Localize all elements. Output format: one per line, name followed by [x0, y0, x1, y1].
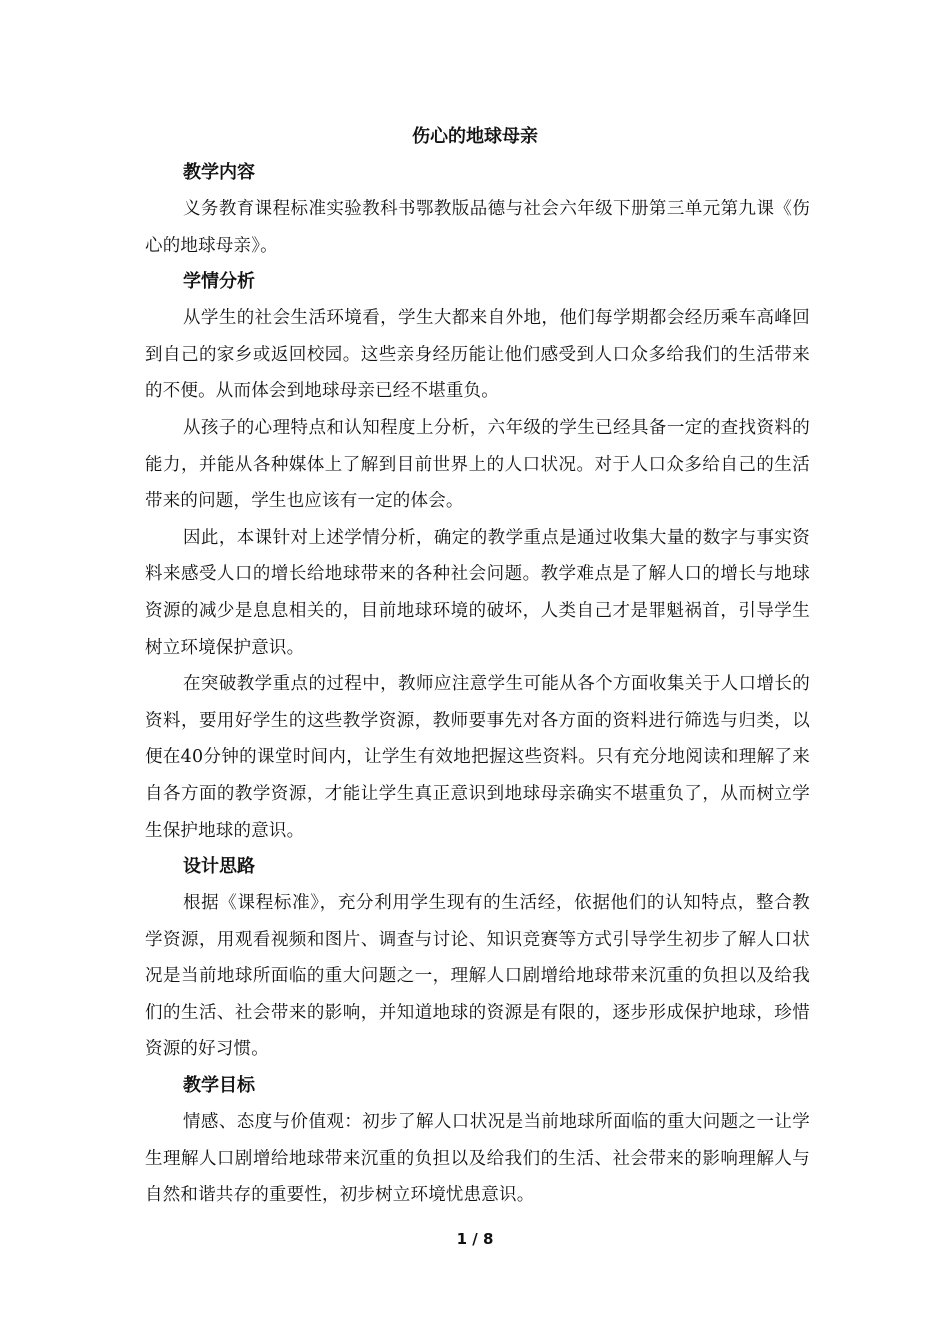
paragraph: 从孩子的心理特点和认知程度上分析，六年级的学生已经具备一定的查找资料的能力，并能从各种媒体上了解到目前世界上的人口状况。对于人口众多给自己的生活带来的问题，学生也应该有一定的体会。	[145, 417, 810, 512]
document-body	[145, 155, 810, 1214]
section-heading-teaching-goals: 教学目标	[183, 1075, 255, 1097]
document-title: 伤心的地球母亲	[412, 126, 538, 147]
paragraph: 从学生的社会生活环境看，学生大都来自外地，他们每学期都会经历乘车高峰回到自己的家乡或返回校园。这些亲身经历能让他们感受到人口众多给我们的生活带来的不便。从而体会到地球母亲已经不堪重负。	[145, 308, 810, 402]
paragraph: 在突破教学重点的过程中，教师应注意学生可能从各个方面收集关于人口增长的资料，要用好学生的这些教学资源，教师要事先对各方面的资料进行筛选与归类，以便在40分钟的课堂时间内，让学生有效地把握这些资料。只有充分地阅读和理解了来自各方面的教学资源，才能让学生真正意识到地球母亲确实不堪重负了，从而树立学生保护地球的意识。	[145, 674, 810, 841]
section-heading-design-ideas: 设计思路	[183, 856, 255, 878]
section-heading-learner-analysis: 学情分析	[183, 271, 255, 293]
paragraph: 情感、态度与价值观：初步了解人口状况是当前地球所面临的重大问题之一让学生理解人口剧增给地球带来沉重的负担以及给我们的生活、社会带来的影响理解人与自然和谐共存的重要性，初步树立环境忧患意识。	[145, 1112, 810, 1206]
paragraph: 义务教育课程标准实验教科书鄂教版品德与社会六年级下册第三单元第九课《伤心的地球母亲》。	[145, 199, 810, 256]
page-number: 1 / 8	[456, 1230, 494, 1248]
section-heading-teaching-content: 教学内容	[183, 162, 255, 183]
paragraph: 根据《课程标准》，充分利用学生现有的生活经，依据他们的认知特点，整合教学资源，用观看视频和图片、调查与讨论、知识竞赛等方式引导学生初步了解人口状况是当前地球所面临的重大问题之一，理解人口剧增给地球带来沉重的负担以及给我们的生活、社会带来的影响，并知道地球的资源是有限的，逐步形成保护地球，珍惜资源的好习惯。	[145, 893, 810, 1060]
paragraph: 因此，本课针对上述学情分析，确定的教学重点是通过收集大量的数字与事实资料来感受人口的增长给地球带来的各种社会问题。教学难点是了解人口的增长与地球资源的减少是息息相关的，目前地球环境的破坏，人类自己才是罪魁祸首，引导学生树立环境保护意识。	[145, 527, 810, 658]
